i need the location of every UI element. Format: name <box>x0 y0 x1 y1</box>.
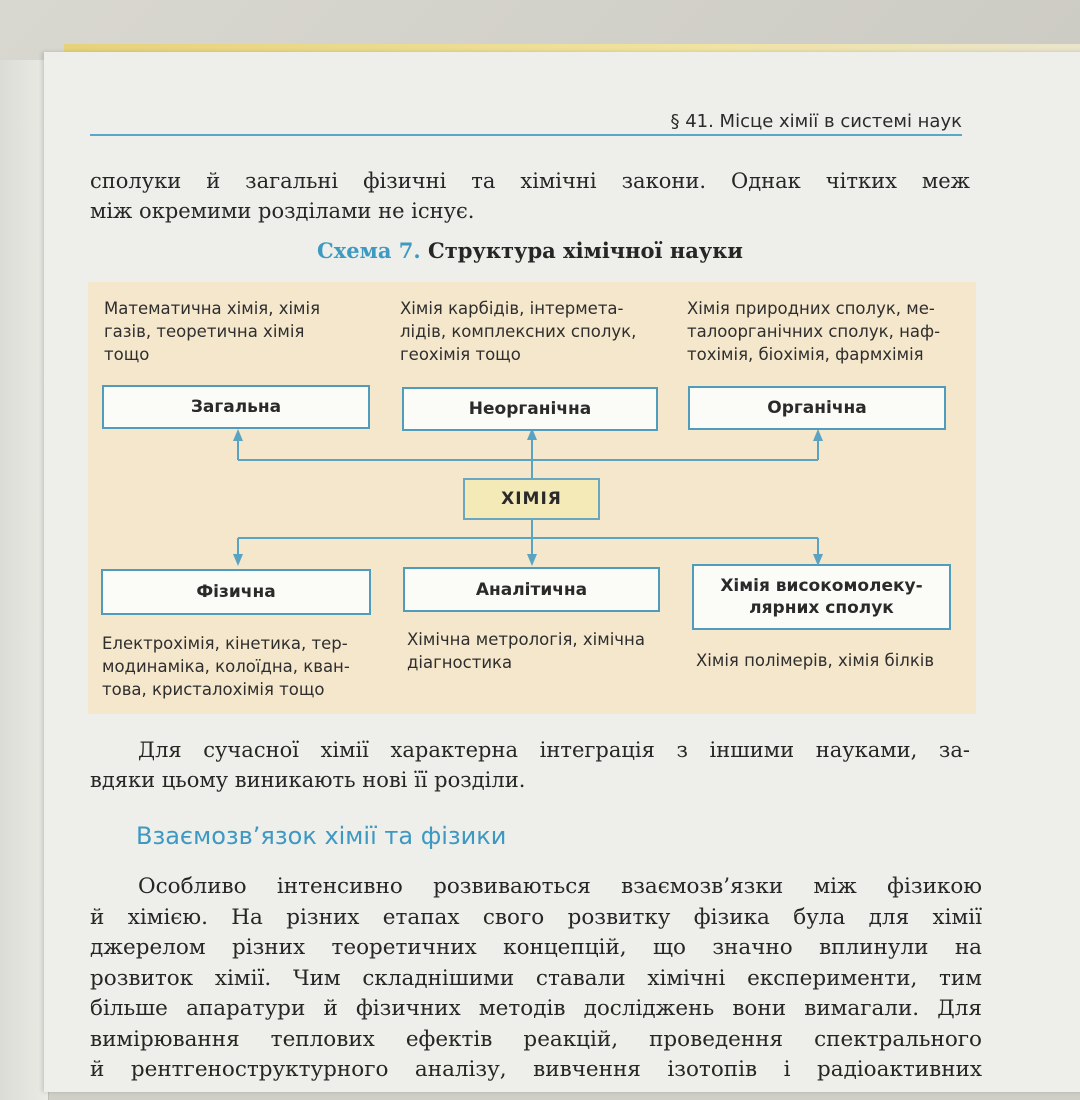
general-chemistry-box: Загальна <box>102 385 370 429</box>
macromolecular-chemistry-box: Хімія високомолеку- лярних сполук <box>692 564 951 630</box>
intro-paragraph <box>90 167 970 226</box>
inorganic-chemistry-description: Хімія карбідів, інтермета- лідів, комплексних сполук, геохімія тощо <box>400 299 637 364</box>
paragraph-line: й рентгеноструктурного аналізу, вивчення ізотопів і радіоактивних <box>90 1057 982 1082</box>
scheme-number: Схема 7. <box>317 238 421 263</box>
paragraph-line: розвиток хімії. Чим складнішими ставали хімічні експерименти, тим <box>90 965 982 991</box>
analytical-chemistry-description: Хімічна метрологія, хімічна діагностика <box>407 630 645 672</box>
scheme-title <box>90 238 970 263</box>
physical-chemistry-box: Фізична <box>101 569 371 615</box>
paragraph-line: Для сучасної хімії характерна інтеграція з іншими науками, за- <box>138 738 970 762</box>
left-page-edge <box>0 60 49 1100</box>
physical-chemistry-description: Електрохімія, кінетика, тер- модинаміка, колоїдна, кван- това, кристалохімія тощо <box>102 634 350 699</box>
paragraph-line: Особливо інтенсивно розвиваються взаємозв’язки між фізикою <box>138 874 982 899</box>
chemistry-structure-diagram <box>88 282 976 714</box>
paragraph-line: й хімією. На різних етапах свого розвитку фізика була для хімії <box>90 904 982 930</box>
chemistry-center-box: ХІМІЯ <box>463 478 600 520</box>
running-head: § 41. Місце хімії в системі наук <box>670 111 962 132</box>
paragraph-line: вимірювання теплових ефектів реакцій, проведення спектрального <box>90 1026 982 1052</box>
paragraph-line: більше апаратури й фізичних методів досліджень вони вимагали. Для <box>90 996 982 1021</box>
scheme-title-text: Структура хімічної науки <box>428 238 743 263</box>
paragraph-line: джерелом різних теоретичних концепцій, що значно вплинули на <box>90 935 982 960</box>
organic-chemistry-box: Органічна <box>688 386 946 430</box>
header-rule <box>90 134 962 136</box>
analytical-chemistry-box: Аналітична <box>403 567 660 612</box>
section-heading: Взаємозв’язок хімії та фізики <box>136 822 507 850</box>
organic-chemistry-description: Хімія природних сполук, ме- талоорганічних сполук, наф- тохімія, біохімія, фармхімія <box>687 299 941 364</box>
paragraph-line: вдяки цьому виникають нові її розділи. <box>90 767 526 792</box>
intro-line: між окремими розділами не існує. <box>90 198 475 223</box>
inorganic-chemistry-box: Неорганічна <box>402 387 658 431</box>
general-chemistry-description: Математична хімія, хімія газів, теоретична хімія тощо <box>104 299 320 364</box>
integration-paragraph <box>90 736 970 795</box>
physics-chemistry-paragraph <box>90 872 982 1086</box>
macromolecular-chemistry-description: Хімія полімерів, хімія білків <box>696 651 935 670</box>
intro-line: сполуки й загальні фізичні та хімічні закони. Однак чітких меж <box>90 169 970 193</box>
